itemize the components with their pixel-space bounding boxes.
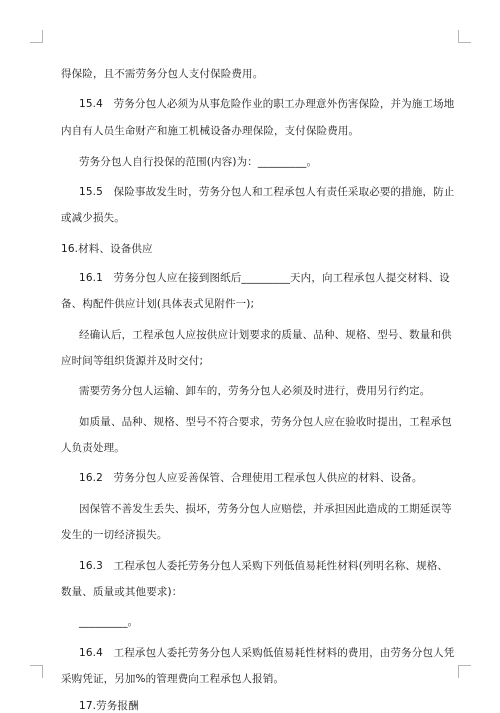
text-line: _________。: [79, 616, 139, 628]
section-heading-16: 16.材料、设备供应: [61, 243, 153, 255]
crop-mark-top-left: [30, 30, 43, 43]
clause-15-5: 15.5 保险事故发生时，劳务分包人和工程承包人有责任采取必要的措施，防止: [79, 186, 455, 198]
text-line: 劳务分包人自行投保的范围(内容)为：_________。: [79, 156, 318, 168]
text-line: 应时间等组织货源并及时交付;: [61, 355, 204, 367]
crop-mark-top-right: [458, 30, 471, 43]
crop-mark-bottom-right: [458, 665, 471, 678]
text-line: 需要劳务分包人运输、卸车的，劳务分包人必须及时进行，费用另行约定。: [79, 385, 431, 397]
clause-16-1: 16.1 劳务分包人应在接到图纸后_________天内，向工程承包人提交材料、设: [79, 272, 450, 284]
text-line: 或减少损失。: [61, 212, 125, 224]
text-line: 得保险，且不需劳务分包人支付保险费用。: [61, 68, 264, 80]
text-line: 因保管不善发生丢失、损坏，劳务分包人应赔偿，并承担因此造成的工期延误等: [79, 503, 452, 515]
clause-16-3: 16.3 工程承包人委托劳务分包人采购下列低值易耗性材料(列明名称、规格、: [79, 560, 449, 572]
text-line: 人负责处理。: [61, 442, 125, 454]
text-line: 如质量、品种、规格、型号不符合要求，劳务分包人应在验收时提出，工程承包: [79, 416, 452, 428]
crop-mark-bottom-left: [30, 665, 43, 678]
text-line: 数量、质量或其他要求)：: [61, 586, 183, 598]
clause-16-2: 16.2 劳务分包人应妥善保管、合理使用工程承包人供应的材料、设备。: [79, 472, 423, 484]
text-line: 采购凭证，另加%的管理费向工程承包人报销。: [61, 673, 285, 685]
clause-16-4: 16.4 工程承包人委托劳务分包人采购低值易耗性材料的费用，由劳务分包人凭: [79, 647, 455, 659]
text-line: 备、构配件供应计划(具体表式见附件一);: [61, 298, 255, 310]
text-line: 经确认后，工程承包人应按供应计划要求的质量、品种、规格、型号、数量和供: [79, 329, 452, 341]
text-line: 发生的一切经济损失。: [61, 529, 168, 541]
section-heading-17: 17.劳务报酬: [79, 700, 139, 712]
text-line: 内自有人员生命财产和施工机械设备办理保险，支付保险费用。: [61, 125, 360, 137]
clause-15-4: 15.4 劳务分包人必须为从事危险作业的职工办理意外伤害保险，并为施工场地: [79, 98, 455, 110]
